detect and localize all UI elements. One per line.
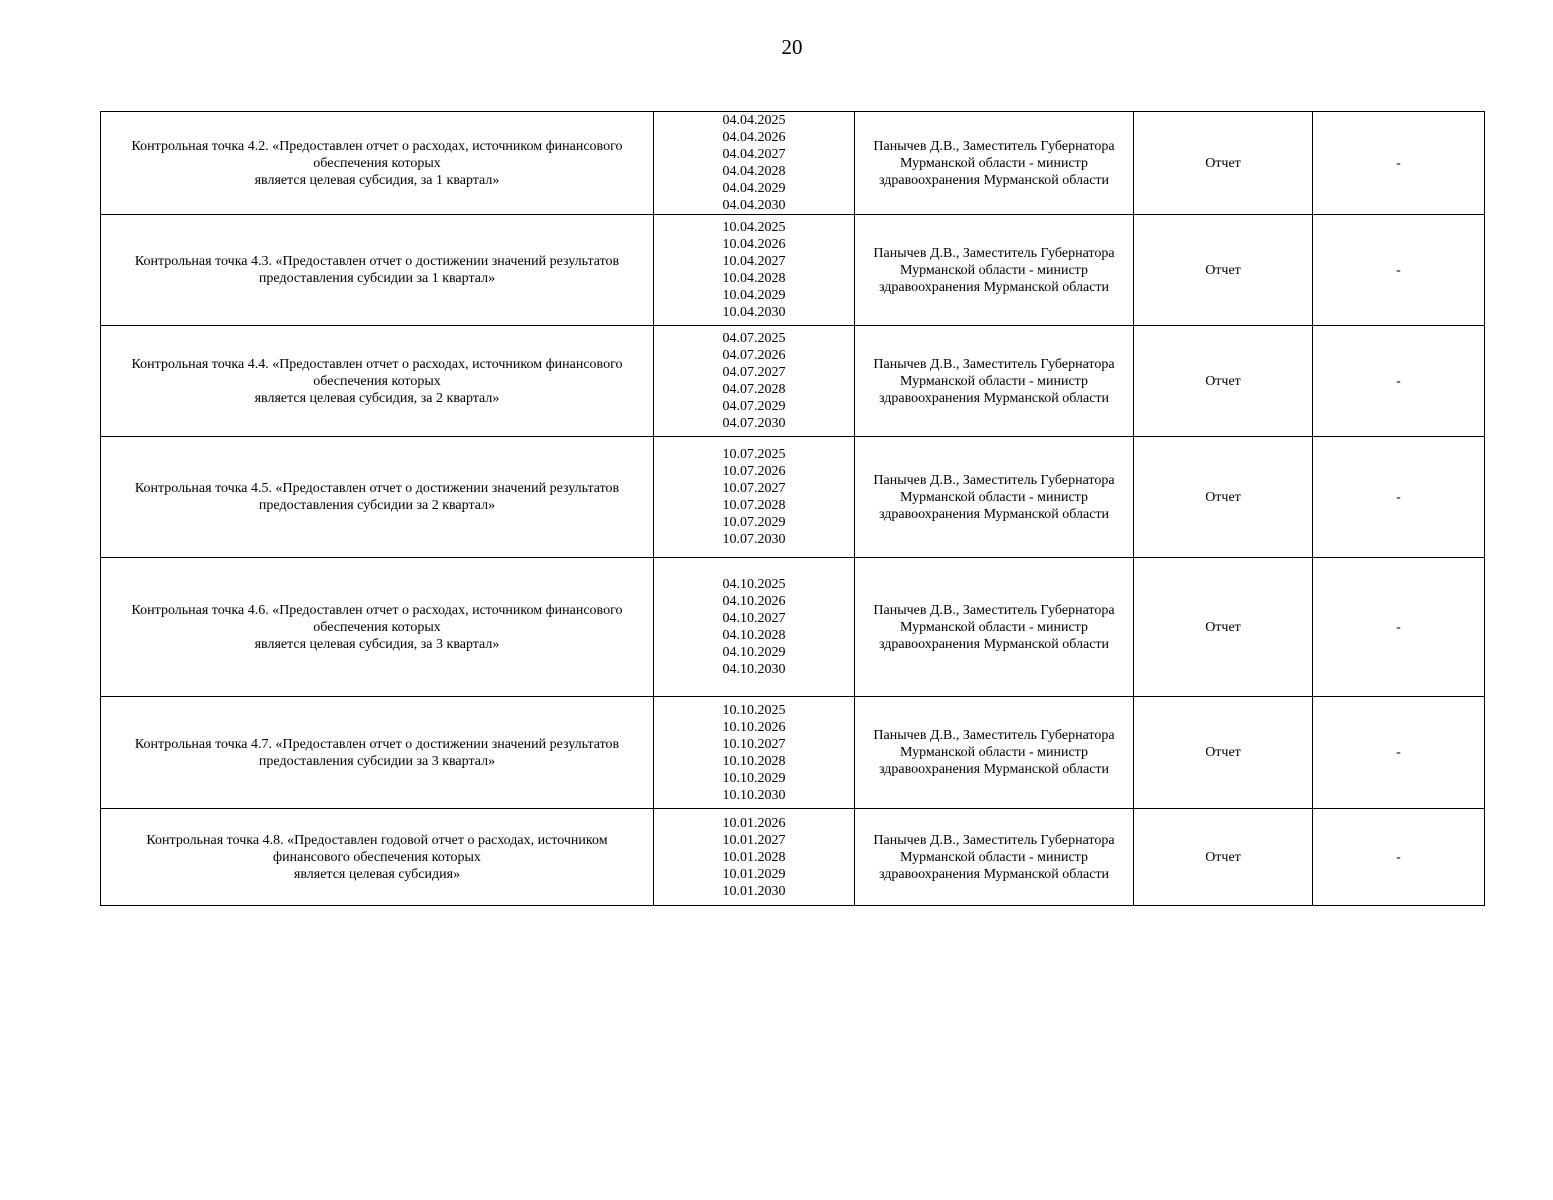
responsible-person-line: здравоохранения Мурманской области	[878, 172, 1110, 188]
deadline-dates-line: 10.07.2027	[722, 481, 786, 496]
deadline-dates-line: 10.07.2029	[722, 515, 786, 530]
deadline-dates-line: 04.04.2028	[722, 164, 786, 179]
responsible-person-line: здравоохранения Мурманской области	[878, 636, 1110, 652]
control-point-description	[101, 112, 654, 215]
deadline-dates-line: 04.07.2027	[722, 365, 786, 380]
deadline-dates-line: 04.07.2030	[722, 416, 786, 431]
deadline-dates-line: 10.10.2030	[722, 787, 786, 803]
deadline-dates-line: 10.04.2030	[722, 305, 786, 320]
deadline-dates-line: 04.10.2026	[722, 594, 786, 609]
control-point-description	[101, 697, 654, 809]
document-type: Отчет	[1134, 326, 1313, 437]
responsible-person	[855, 437, 1134, 558]
deadline-dates-line: 10.10.2028	[722, 753, 786, 769]
note-cell: -	[1313, 112, 1485, 215]
table-row	[101, 215, 1485, 326]
deadline-dates-line: 10.04.2026	[722, 237, 786, 252]
deadline-dates-line: 04.10.2028	[722, 628, 786, 643]
deadline-dates	[654, 697, 855, 809]
responsible-person-line: Панычев Д.В., Заместитель Губернатора	[873, 138, 1115, 154]
deadline-dates-line: 04.04.2025	[722, 113, 786, 128]
deadline-dates-line: 04.07.2026	[722, 348, 786, 363]
control-point-description	[101, 215, 654, 326]
deadline-dates	[654, 558, 855, 697]
deadline-dates-line: 04.10.2029	[722, 645, 786, 660]
control-point-description-line: предоставления субсидии за 2 квартал»	[258, 498, 496, 513]
deadline-dates-line: 10.04.2028	[722, 271, 786, 286]
responsible-person	[855, 809, 1134, 906]
responsible-person	[855, 112, 1134, 215]
control-point-description	[101, 437, 654, 558]
control-point-description-line: предоставления субсидии за 1 квартал»	[258, 271, 496, 286]
note-cell: -	[1313, 697, 1485, 809]
deadline-dates-line: 10.04.2027	[722, 254, 786, 269]
deadline-dates-line: 04.04.2027	[722, 147, 786, 162]
table-row	[101, 112, 1485, 215]
control-point-description-line: обеспечения которых	[313, 373, 441, 389]
note-cell: -	[1313, 437, 1485, 558]
control-point-description-line: обеспечения которых	[313, 619, 441, 635]
responsible-person-line: Мурманской области - министр	[900, 489, 1088, 505]
control-point-description	[101, 558, 654, 697]
responsible-person	[855, 558, 1134, 697]
responsible-person-line: Панычев Д.В., Заместитель Губернатора	[873, 602, 1115, 618]
control-point-description-line: является целевая субсидия, за 1 квартал»	[254, 172, 500, 188]
note-cell: -	[1313, 215, 1485, 326]
control-point-description	[101, 809, 654, 906]
deadline-dates-line: 10.10.2027	[722, 736, 786, 752]
responsible-person-line: Мурманской области - министр	[900, 619, 1088, 635]
deadline-dates	[654, 437, 855, 558]
deadline-dates-line: 04.04.2029	[722, 181, 786, 196]
responsible-person-line: здравоохранения Мурманской области	[878, 279, 1110, 295]
deadline-dates-line: 10.04.2025	[722, 220, 786, 235]
responsible-person	[855, 697, 1134, 809]
responsible-person-line: Мурманской области - министр	[900, 373, 1088, 389]
responsible-person-line: Мурманской области - министр	[900, 155, 1088, 171]
document-type: Отчет	[1134, 558, 1313, 697]
control-point-description-line: предоставления субсидии за 3 квартал»	[258, 753, 496, 769]
note-cell: -	[1313, 326, 1485, 437]
deadline-dates-line: 04.07.2028	[722, 382, 786, 397]
responsible-person-line: Мурманской области - министр	[900, 849, 1088, 865]
deadline-dates-line: 10.01.2028	[722, 849, 786, 865]
document-type: Отчет	[1134, 809, 1313, 906]
deadline-dates-line: 10.07.2025	[722, 447, 786, 462]
deadline-dates	[654, 112, 855, 215]
control-point-description-line: Контрольная точка 4.6. «Предоставлен отчет о расходах, источником финансового	[131, 602, 623, 618]
table-row	[101, 558, 1485, 697]
deadline-dates-line: 10.04.2029	[722, 288, 786, 303]
table-row	[101, 326, 1485, 437]
table-row	[101, 437, 1485, 558]
document-type: Отчет	[1134, 437, 1313, 558]
control-point-description-line: обеспечения которых	[313, 155, 441, 171]
control-point-description-line: Контрольная точка 4.5. «Предоставлен отчет о достижении значений результатов	[134, 481, 620, 496]
responsible-person-line: Мурманской области - министр	[900, 745, 1088, 760]
responsible-person-line: Мурманской области - министр	[900, 262, 1088, 278]
table-row	[101, 809, 1485, 906]
responsible-person	[855, 326, 1134, 437]
deadline-dates-line: 10.01.2030	[722, 883, 786, 899]
deadline-dates-line: 10.07.2030	[722, 532, 786, 547]
control-point-description-line: финансового обеспечения которых	[273, 849, 481, 865]
deadline-dates	[654, 809, 855, 906]
deadline-dates-line: 04.04.2030	[722, 198, 786, 213]
control-point-description-line: Контрольная точка 4.3. «Предоставлен отчет о достижении значений результатов	[134, 254, 620, 269]
deadline-dates-line: 04.04.2026	[722, 130, 786, 145]
deadline-dates-line: 10.01.2029	[722, 866, 786, 882]
note-cell: -	[1313, 558, 1485, 697]
deadline-dates-line: 04.10.2030	[722, 662, 786, 677]
document-type: Отчет	[1134, 112, 1313, 215]
control-point-description-line: Контрольная точка 4.2. «Предоставлен отчет о расходах, источником финансового	[131, 138, 623, 154]
responsible-person-line: здравоохранения Мурманской области	[878, 506, 1110, 522]
control-point-description-line: Контрольная точка 4.4. «Предоставлен отчет о расходах, источником финансового	[131, 356, 623, 372]
responsible-person-line: здравоохранения Мурманской области	[878, 762, 1110, 777]
note-cell: -	[1313, 809, 1485, 906]
deadline-dates-line: 04.10.2025	[722, 577, 786, 592]
control-point-description-line: является целевая субсидия, за 3 квартал»	[254, 636, 500, 652]
control-points-table	[100, 111, 1485, 906]
deadline-dates	[654, 326, 855, 437]
deadline-dates-line: 04.10.2027	[722, 611, 786, 626]
document-type: Отчет	[1134, 697, 1313, 809]
deadline-dates	[654, 215, 855, 326]
control-point-description-line: является целевая субсидия»	[293, 866, 461, 882]
responsible-person-line: Панычев Д.В., Заместитель Губернатора	[873, 356, 1115, 372]
deadline-dates-line: 04.07.2029	[722, 399, 786, 414]
control-point-description	[101, 326, 654, 437]
deadline-dates-line: 10.07.2028	[722, 498, 786, 513]
page-number: 20	[781, 35, 803, 59]
deadline-dates-line: 10.01.2026	[722, 815, 786, 831]
deadline-dates-line: 10.01.2027	[722, 832, 786, 848]
document-type: Отчет	[1134, 215, 1313, 326]
control-point-description-line: Контрольная точка 4.7. «Предоставлен отчет о достижении значений результатов	[134, 736, 620, 752]
control-point-description-line: является целевая субсидия, за 2 квартал»	[254, 390, 500, 406]
deadline-dates-line: 04.07.2025	[722, 331, 786, 346]
responsible-person-line: Панычев Д.В., Заместитель Губернатора	[873, 245, 1115, 261]
responsible-person-line: Панычев Д.В., Заместитель Губернатора	[873, 832, 1115, 848]
deadline-dates-line: 10.10.2029	[722, 770, 786, 786]
deadline-dates-line: 10.10.2026	[722, 719, 786, 735]
responsible-person	[855, 215, 1134, 326]
table-row	[101, 697, 1485, 809]
deadline-dates-line: 10.07.2026	[722, 464, 786, 479]
responsible-person-line: Панычев Д.В., Заместитель Губернатора	[873, 728, 1115, 743]
deadline-dates-line: 10.10.2025	[722, 702, 786, 718]
responsible-person-line: здравоохранения Мурманской области	[878, 390, 1110, 406]
responsible-person-line: здравоохранения Мурманской области	[878, 866, 1110, 882]
responsible-person-line: Панычев Д.В., Заместитель Губернатора	[873, 472, 1115, 488]
control-point-description-line: Контрольная точка 4.8. «Предоставлен годовой отчет о расходах, источником	[146, 832, 608, 848]
